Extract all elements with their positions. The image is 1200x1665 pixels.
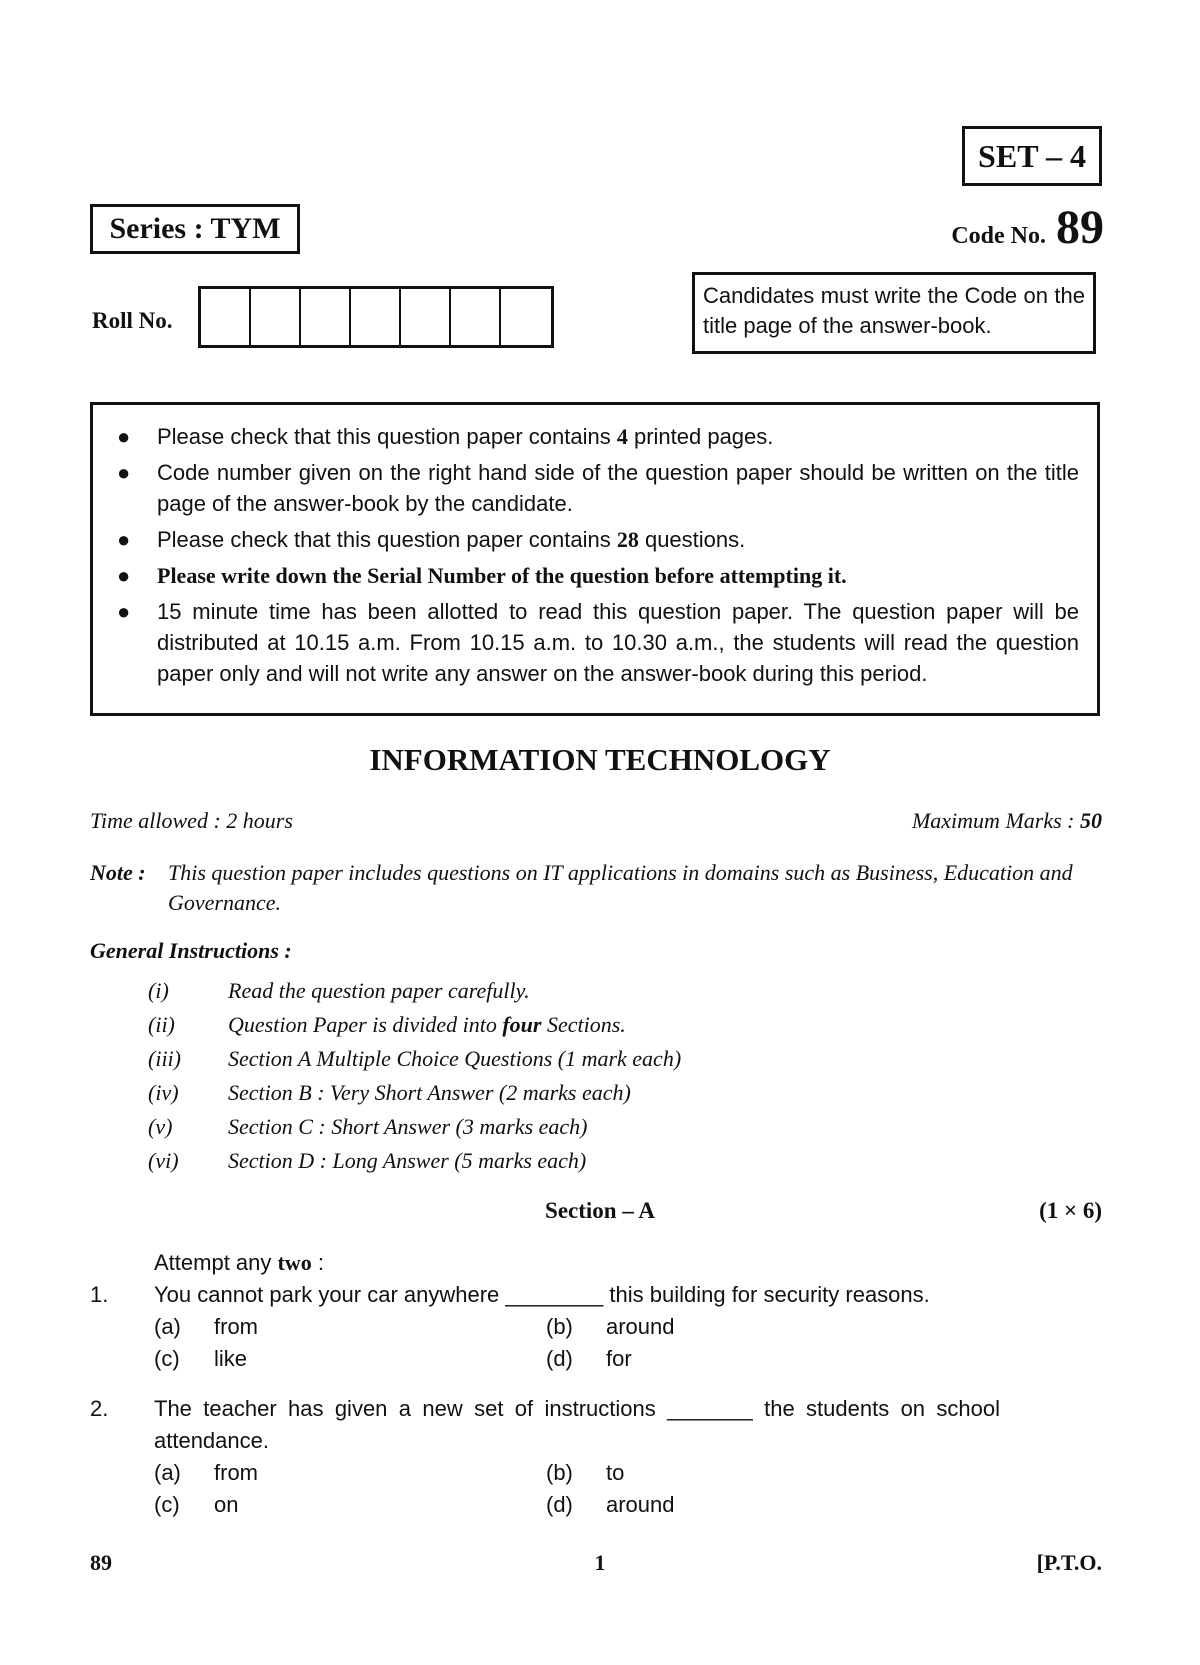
instructions-box [90, 402, 1100, 716]
attempt-bold: two [277, 1250, 312, 1275]
question-number: 2. [90, 1396, 109, 1421]
question-option [546, 1311, 938, 1343]
general-instruction-text [228, 1076, 631, 1110]
option-label: (d) [546, 1492, 573, 1517]
question-options [90, 1457, 1100, 1521]
option-text: on [214, 1492, 239, 1517]
instruction-item [93, 421, 1079, 452]
candidates-code-note: Candidates must write the Code on the title page of the answer-book. [692, 272, 1096, 354]
instruction-bold: 28 [616, 527, 639, 552]
option-label: (a) [154, 1460, 181, 1485]
general-instruction-text [228, 1144, 586, 1178]
instruction-text: 15 minute time has been allotted to read this question paper. The question paper will be distributed at 10.15 a.m. From 10.15 a.m. to 10.30 a.m., the students will read the question paper only and will not write any answer on the answer-book during this period. [157, 599, 1079, 686]
bullet-icon: ● [117, 460, 131, 485]
roll-number-cell[interactable] [501, 289, 551, 345]
option-text: from [214, 1314, 258, 1339]
instruction-text: Please check that this question paper contains [157, 424, 617, 449]
bullet-icon: ● [117, 563, 131, 588]
roll-number-boxes[interactable] [198, 286, 554, 348]
attempt-pre: Attempt any [154, 1250, 278, 1275]
note-text: This question paper includes questions on IT applications in domains such as Business, Education and Governance. [168, 860, 1073, 915]
general-instruction-item [148, 1008, 681, 1042]
note-label: Note : [90, 860, 146, 885]
bullet-icon: ● [117, 424, 131, 449]
bullet-icon: ● [117, 527, 131, 552]
instruction-text-post: printed pages. [627, 424, 774, 449]
general-instruction-number: (vi) [148, 1148, 179, 1173]
general-instruction-item [148, 1144, 681, 1178]
general-instruction-pre: Section A Multiple Choice Questions (1 mark each) [228, 1046, 682, 1071]
general-instruction-item [148, 1076, 681, 1110]
attempt-instruction [90, 1247, 1100, 1279]
instruction-item [93, 560, 1079, 591]
instructions-list [93, 421, 1079, 689]
roll-number-label: Roll No. [92, 308, 173, 333]
roll-number-cell[interactable] [351, 289, 401, 345]
question-number: 1. [90, 1282, 109, 1307]
roll-number-cell[interactable] [451, 289, 501, 345]
bullet-icon: ● [117, 599, 131, 624]
note [90, 858, 1100, 918]
general-instruction-pre: Section C : Short Answer (3 marks each) [228, 1114, 588, 1139]
question-option [546, 1457, 938, 1489]
option-label: (d) [546, 1346, 573, 1371]
general-instruction-pre: Section B : Very Short Answer (2 marks each) [228, 1080, 631, 1105]
instruction-item [93, 524, 1079, 555]
general-instruction-number: (iii) [148, 1046, 181, 1071]
subject-title: INFORMATION TECHNOLOGY [369, 742, 831, 777]
general-instruction-post: Sections. [541, 1012, 626, 1037]
option-label: (b) [546, 1460, 573, 1485]
roll-number-cell[interactable] [251, 289, 301, 345]
section-title: Section – A [545, 1198, 655, 1223]
general-instruction-item [148, 1110, 681, 1144]
option-label: (a) [154, 1314, 181, 1339]
series-box: Series : TYM [90, 204, 300, 254]
roll-number-cell[interactable] [301, 289, 351, 345]
general-instruction-text [228, 974, 530, 1008]
option-label: (c) [154, 1492, 180, 1517]
instruction-text: Code number given on the right hand side of the question paper should be written on the title page of the answer-book by the candidate. [157, 460, 1079, 516]
general-instruction-number: (ii) [148, 1012, 175, 1037]
instruction-bold: 4 [616, 424, 628, 449]
option-text: around [606, 1492, 675, 1517]
instruction-text: Please check that this question paper contains [157, 527, 617, 552]
general-instruction-pre: Read the question paper carefully. [228, 978, 530, 1003]
question-option [154, 1311, 546, 1343]
instruction-item [93, 596, 1079, 689]
maximum-marks-label: Maximum Marks : [911, 808, 1080, 833]
question-list [90, 1279, 1100, 1521]
general-instruction-text [228, 1110, 588, 1144]
question-text: The teacher has given a new set of instructions _______ the students on school attendance. [154, 1396, 1000, 1453]
attempt-post: : [311, 1250, 324, 1275]
set-number-box: SET – 4 [962, 126, 1102, 186]
question [90, 1393, 1100, 1521]
question-options [90, 1311, 1100, 1375]
general-instruction-item [148, 974, 681, 1008]
roll-number-cell[interactable] [401, 289, 451, 345]
section-marks: (1 × 6) [1039, 1198, 1102, 1223]
general-instruction-text [228, 1008, 626, 1042]
general-instruction-text [228, 1042, 681, 1076]
instruction-bold: Please write down the Serial Number of the question before attempting it. [157, 563, 847, 588]
question-option [546, 1489, 938, 1521]
option-text: for [606, 1346, 632, 1371]
question-option [154, 1457, 546, 1489]
maximum-marks-value: 50 [1080, 808, 1102, 833]
general-instruction-pre: Section D : Long Answer (5 marks each) [228, 1148, 587, 1173]
option-text: around [606, 1314, 675, 1339]
footer-code: 89 [90, 1550, 112, 1575]
pto-label: [P.T.O. [1036, 1550, 1102, 1575]
option-text: from [214, 1460, 258, 1485]
general-instruction-bold: four [502, 1012, 542, 1037]
general-instruction-number: (v) [148, 1114, 173, 1139]
instruction-text-post: questions. [638, 527, 746, 552]
option-text: like [214, 1346, 248, 1371]
question-option [154, 1343, 546, 1375]
questions-area [90, 1247, 1100, 1521]
maximum-marks [912, 808, 1102, 834]
page-number: 1 [594, 1550, 606, 1575]
question [90, 1279, 1100, 1375]
code-label: Code No. [951, 223, 1046, 249]
option-label: (c) [154, 1346, 180, 1371]
general-instruction-number: (iv) [148, 1080, 179, 1105]
roll-number-cell[interactable] [201, 289, 251, 345]
option-label: (b) [546, 1314, 573, 1339]
general-instruction-pre: Question Paper is divided into [228, 1012, 503, 1037]
general-instructions-list [148, 974, 681, 1178]
instruction-item [93, 457, 1079, 519]
general-instructions-heading: General Instructions : [90, 938, 292, 963]
general-instruction-number: (i) [148, 978, 169, 1003]
question-option [154, 1489, 546, 1521]
time-allowed: Time allowed : 2 hours [90, 808, 293, 833]
question-option [546, 1343, 938, 1375]
code-value: 89 [1056, 201, 1104, 254]
general-instruction-item [148, 1042, 681, 1076]
question-text: You cannot park your car anywhere ________ this building for security reasons. [154, 1282, 930, 1307]
option-text: to [606, 1460, 625, 1485]
code-number [951, 200, 1104, 255]
